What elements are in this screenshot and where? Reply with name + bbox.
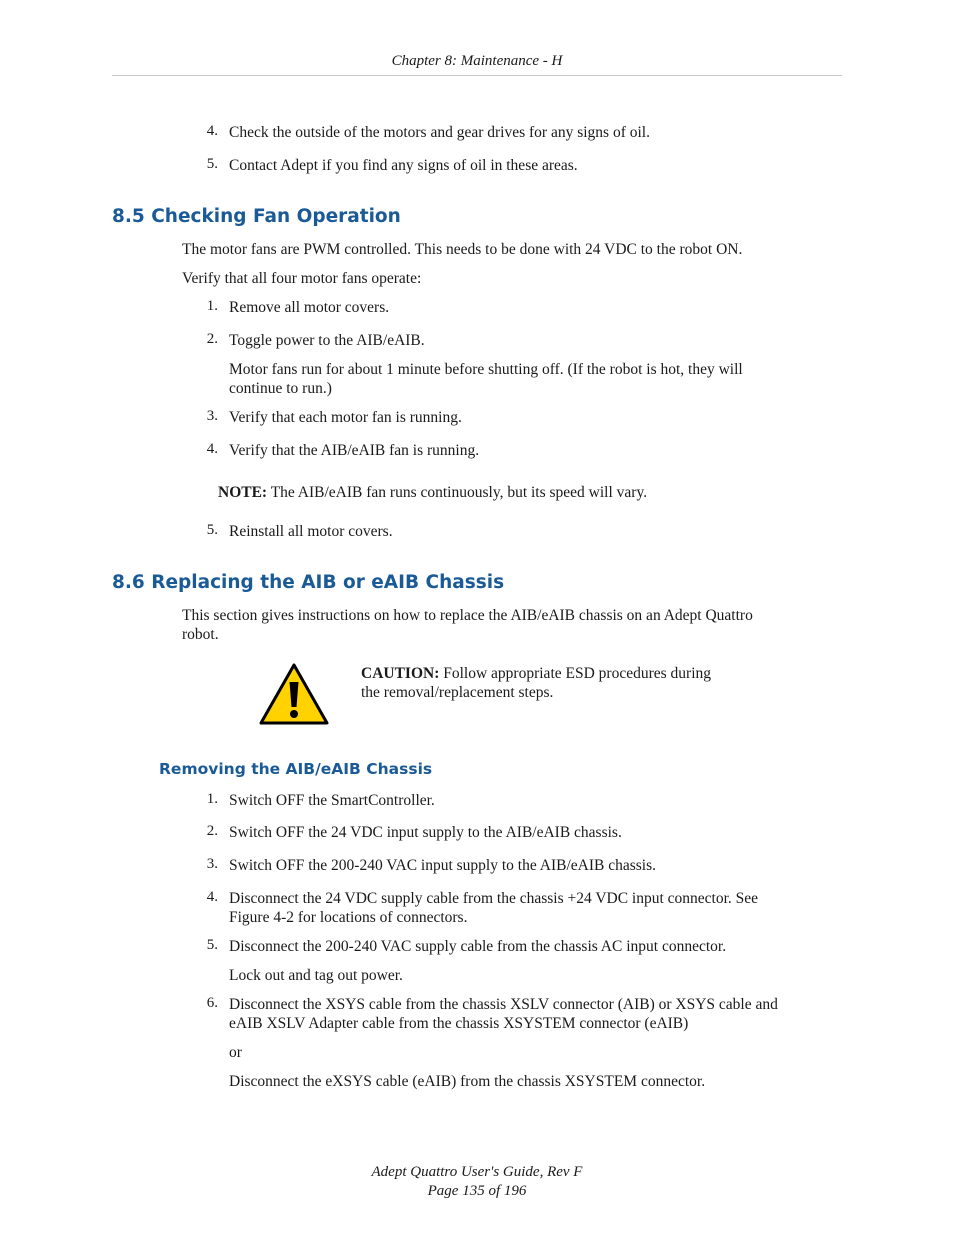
step-number: 2. bbox=[206, 823, 218, 839]
list-item-text: Contact Adept if you find any signs of oil in these areas. bbox=[229, 157, 578, 174]
step-number: 1. bbox=[206, 298, 218, 314]
subsection-heading: Removing the AIB/eAIB Chassis bbox=[159, 760, 433, 778]
step-text: Verify that the AIB/eAIB fan is running. bbox=[229, 442, 480, 459]
step-number: 6. bbox=[206, 995, 218, 1011]
step-text: Remove all motor covers. bbox=[229, 299, 390, 316]
caution-message: Follow appropriate ESD procedures during bbox=[439, 665, 711, 682]
note bbox=[218, 483, 647, 502]
step-text: Disconnect the XSYS cable from the chassis XSLV connector (AIB) or XSYS cable and bbox=[229, 996, 778, 1013]
step-number: 4. bbox=[206, 441, 218, 457]
step-detail: Motor fans run for about 1 minute before shutting off. (If the robot is hot, they will bbox=[229, 361, 743, 378]
step-number: 2. bbox=[206, 331, 218, 347]
step-text: Disconnect the 24 VDC supply cable from the chassis +24 VDC input connector. See bbox=[229, 890, 759, 907]
footer-guide-title: Adept Quattro User's Guide, Rev F bbox=[371, 1164, 583, 1180]
footer-page-number: Page 135 of 196 bbox=[427, 1183, 527, 1199]
step-number: 3. bbox=[206, 408, 218, 424]
warning-triangle-icon bbox=[258, 662, 330, 726]
step-text: Verify that each motor fan is running. bbox=[229, 409, 462, 426]
section-paragraph: robot. bbox=[182, 626, 219, 643]
note-text: The AIB/eAIB fan runs continuously, but its speed will vary. bbox=[267, 484, 648, 501]
step-text: Switch OFF the SmartController. bbox=[229, 792, 435, 809]
section-paragraph: Verify that all four motor fans operate: bbox=[182, 270, 422, 287]
step-detail-or: or bbox=[229, 1044, 242, 1061]
step-number: 5. bbox=[206, 937, 218, 953]
section-paragraph: The motor fans are PWM controlled. This needs to be done with 24 VDC to the robot ON. bbox=[182, 241, 743, 258]
step-text-continued: Figure 4-2 for locations of connectors. bbox=[229, 909, 468, 926]
step-detail: Lock out and tag out power. bbox=[229, 967, 403, 984]
list-item-text: Check the outside of the motors and gear drives for any signs of oil. bbox=[229, 124, 650, 141]
step-number: 1. bbox=[206, 791, 218, 807]
section-heading-8-6: 8.6 Replacing the AIB or eAIB Chassis bbox=[112, 572, 505, 593]
step-text: Toggle power to the AIB/eAIB. bbox=[229, 332, 425, 349]
running-header: Chapter 8: Maintenance - H bbox=[391, 53, 563, 69]
step-text: Disconnect the 200-240 VAC supply cable from the chassis AC input connector. bbox=[229, 938, 727, 955]
caution-label: CAUTION: bbox=[361, 665, 440, 682]
step-text: Switch OFF the 24 VDC input supply to the AIB/eAIB chassis. bbox=[229, 824, 622, 841]
note-label: NOTE: bbox=[218, 484, 268, 501]
step-number: 4. bbox=[206, 889, 218, 905]
step-text: Switch OFF the 200-240 VAC input supply to the AIB/eAIB chassis. bbox=[229, 857, 656, 874]
list-item-number: 5. bbox=[206, 156, 218, 172]
step-text: Reinstall all motor covers. bbox=[229, 523, 393, 540]
step-detail: Disconnect the eXSYS cable (eAIB) from the chassis XSYSTEM connector. bbox=[229, 1073, 706, 1090]
caution-text bbox=[361, 664, 711, 683]
step-number: 5. bbox=[206, 522, 218, 538]
list-item-number: 4. bbox=[206, 123, 218, 139]
step-detail: continue to run.) bbox=[229, 380, 332, 397]
caution-text-line2: the removal/replacement steps. bbox=[361, 684, 554, 701]
section-heading-8-5: 8.5 Checking Fan Operation bbox=[112, 206, 401, 227]
step-number: 3. bbox=[206, 856, 218, 872]
step-text-continued: eAIB XSLV Adapter cable from the chassis XSYSTEM connector (eAIB) bbox=[229, 1015, 689, 1032]
section-paragraph: This section gives instructions on how to replace the AIB/eAIB chassis on an Adept Quattro bbox=[182, 607, 753, 624]
header-divider bbox=[112, 75, 842, 76]
